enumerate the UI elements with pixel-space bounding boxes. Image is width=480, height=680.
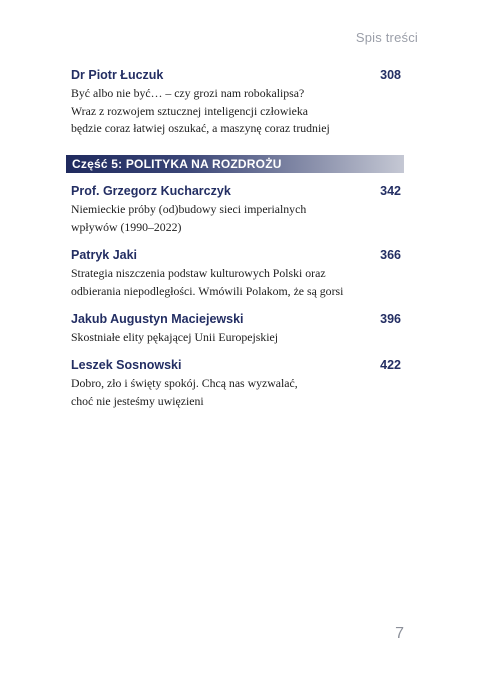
entry-author: Leszek Sosnowski: [71, 358, 182, 372]
entry-description-line: będzie coraz łatwiej oszukać, a maszynę coraz trudniej: [71, 121, 330, 135]
toc-entry[interactable]: [71, 357, 401, 410]
page-number: 7: [395, 625, 404, 642]
entry-page-number: 366: [380, 248, 401, 262]
running-header: Spis treści: [355, 30, 418, 45]
entry-description: [71, 329, 401, 347]
entry-description: [71, 265, 401, 300]
entry-description-line: odbierania niepodległości. Wmówili Polakom, że są gorsi: [71, 283, 344, 298]
entry-page-number: 396: [380, 312, 401, 326]
entry-page-number: 342: [380, 184, 401, 198]
toc-entry[interactable]: [71, 183, 401, 236]
entry-description-line: Niemieckie próby (od)budowy sieci imperialnych: [71, 202, 307, 216]
entry-description-line: Być albo nie być… – czy grozi nam robokalipsa?: [71, 86, 305, 100]
entry-description-line: Skostniałe elity pękającej Unii Europejskiej: [71, 330, 279, 344]
entry-author: Prof. Grzegorz Kucharczyk: [71, 184, 231, 198]
entry-author: Dr Piotr Łuczuk: [71, 68, 164, 82]
entry-description-line: Dobro, zło i święty spokój. Chcą nas wyzwalać,: [71, 376, 298, 390]
section-heading[interactable]: [66, 155, 404, 173]
entry-description: [71, 375, 401, 410]
entry-description: [71, 201, 401, 236]
entry-author: Jakub Augustyn Maciejewski: [71, 312, 244, 326]
entry-description-line: choć nie jesteśmy uwięzieni: [71, 393, 204, 408]
entry-description-line: wpływów (1990–2022): [71, 219, 182, 234]
entry-description: [71, 85, 401, 138]
entry-description-line: Wraz z rozwojem sztucznej inteligencji człowieka: [71, 103, 308, 118]
toc-entry[interactable]: [71, 247, 401, 300]
entry-author: Patryk Jaki: [71, 248, 138, 262]
entry-page-number: 422: [380, 358, 401, 372]
toc-entry[interactable]: [71, 311, 401, 347]
entry-description-line: Strategia niszczenia podstaw kulturowych Polski oraz: [71, 266, 326, 280]
toc-entry[interactable]: [71, 67, 401, 138]
section-heading-label: Część 5: POLITYKA NA ROZDROŻU: [72, 157, 282, 171]
entry-page-number: 308: [380, 68, 401, 82]
